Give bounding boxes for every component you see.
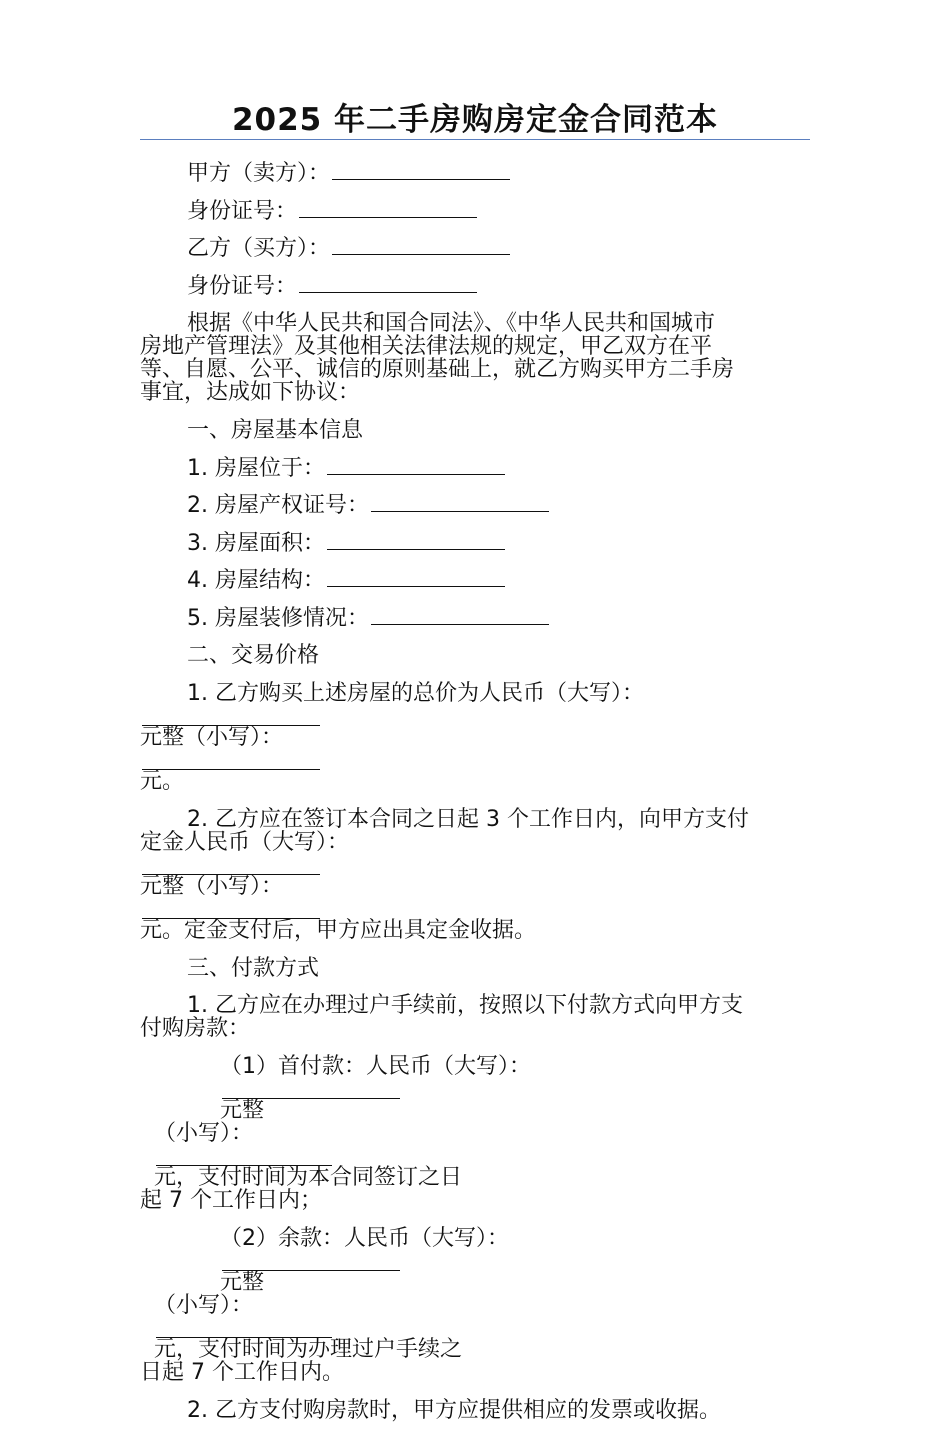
house-item: 1. 房屋位于： xyxy=(140,450,810,488)
balance-line: （2）余款：人民币（大写）： 元整 xyxy=(220,1226,509,1295)
decoration-blank xyxy=(371,604,549,625)
house-item: 4. 房屋结构： xyxy=(140,562,810,600)
deposit-paragraph xyxy=(140,801,810,950)
house-structure-blank xyxy=(327,566,505,587)
preamble-line: 事宜，达成如下协议： xyxy=(140,380,361,405)
house-area-blank xyxy=(327,529,505,550)
id-label-a: 身份证号： xyxy=(187,198,298,224)
section-1-heading: 一、房屋基本信息 xyxy=(187,418,364,443)
payment-method-paragraph xyxy=(140,987,810,1048)
preamble-line: 等、自愿、公平、诚信的原则基础上，就乙方购买甲方二手房 xyxy=(140,357,735,382)
party-b-blank xyxy=(332,234,510,255)
contract-body xyxy=(140,155,810,1430)
id-a-blank xyxy=(299,197,477,218)
house-item: 3. 房屋面积： xyxy=(140,525,810,563)
balance-line: 日起 7 个工作日内。 xyxy=(140,1360,344,1385)
preamble-line: 根据《中华人民共和国合同法》、《中华人民共和国城市 xyxy=(187,311,716,336)
down-payment-line: （1）首付款：人民币（大写）： 元整 xyxy=(220,1054,531,1123)
house-location-blank xyxy=(327,454,505,475)
payment-line: 付购房款： xyxy=(140,1016,251,1041)
party-b-label: 乙方（买方）： xyxy=(187,236,331,261)
id-line-a xyxy=(140,193,810,231)
down-payment-paragraph xyxy=(140,1048,810,1220)
price-line: 1. 乙方购买上述房屋的总价为人民币（大写）： xyxy=(187,680,644,706)
party-b-line xyxy=(140,230,810,268)
preamble-paragraph xyxy=(140,305,810,412)
contract-title: 2025 年二手房购房定金合同范本 xyxy=(231,102,719,138)
balance-paragraph xyxy=(140,1220,810,1392)
id-b-blank xyxy=(299,272,477,293)
property-cert-blank xyxy=(371,491,549,512)
house-item: 5. 房屋装修情况： xyxy=(140,600,810,638)
id-label-b: 身份证号： xyxy=(187,273,298,299)
section-3-heading: 三、付款方式 xyxy=(187,955,320,981)
deposit-line: 2. 乙方应在签订本合同之日起 3 个工作日内，向甲方支付 xyxy=(187,806,749,832)
deposit-line: 定金人民币（大写）： 元整（小写）： xyxy=(140,829,350,899)
section-2-heading: 二、交易价格 xyxy=(187,643,320,668)
id-line-b xyxy=(140,268,810,306)
balance-line: （小写）： 元，支付时间为办理过户手续之 xyxy=(154,1293,463,1362)
title-underline xyxy=(140,139,810,140)
deposit-line: 元。定金支付后，甲方应出具定金收据。 xyxy=(140,898,810,942)
party-a-blank xyxy=(332,159,510,180)
receipt-clause: 2. 乙方支付购房款时，甲方应提供相应的发票或收据。 xyxy=(187,1398,721,1423)
down-payment-line: 起 7 个工作日内； xyxy=(140,1188,322,1213)
price-line: 元整（小写）： 元。 xyxy=(140,705,810,793)
house-item: 2. 房屋产权证号： xyxy=(140,487,810,525)
party-a-line xyxy=(140,155,810,193)
payment-line: 1. 乙方应在办理过户手续前，按照以下付款方式向甲方支 xyxy=(187,993,743,1018)
price-paragraph xyxy=(140,675,810,801)
down-payment-line: （小写）： 元，支付时间为本合同签订之日 xyxy=(154,1121,463,1190)
party-a-label: 甲方（卖方）： xyxy=(187,161,331,186)
preamble-line: 房地产管理法》及其他相关法律法规的规定，甲乙双方在平 xyxy=(140,334,713,359)
